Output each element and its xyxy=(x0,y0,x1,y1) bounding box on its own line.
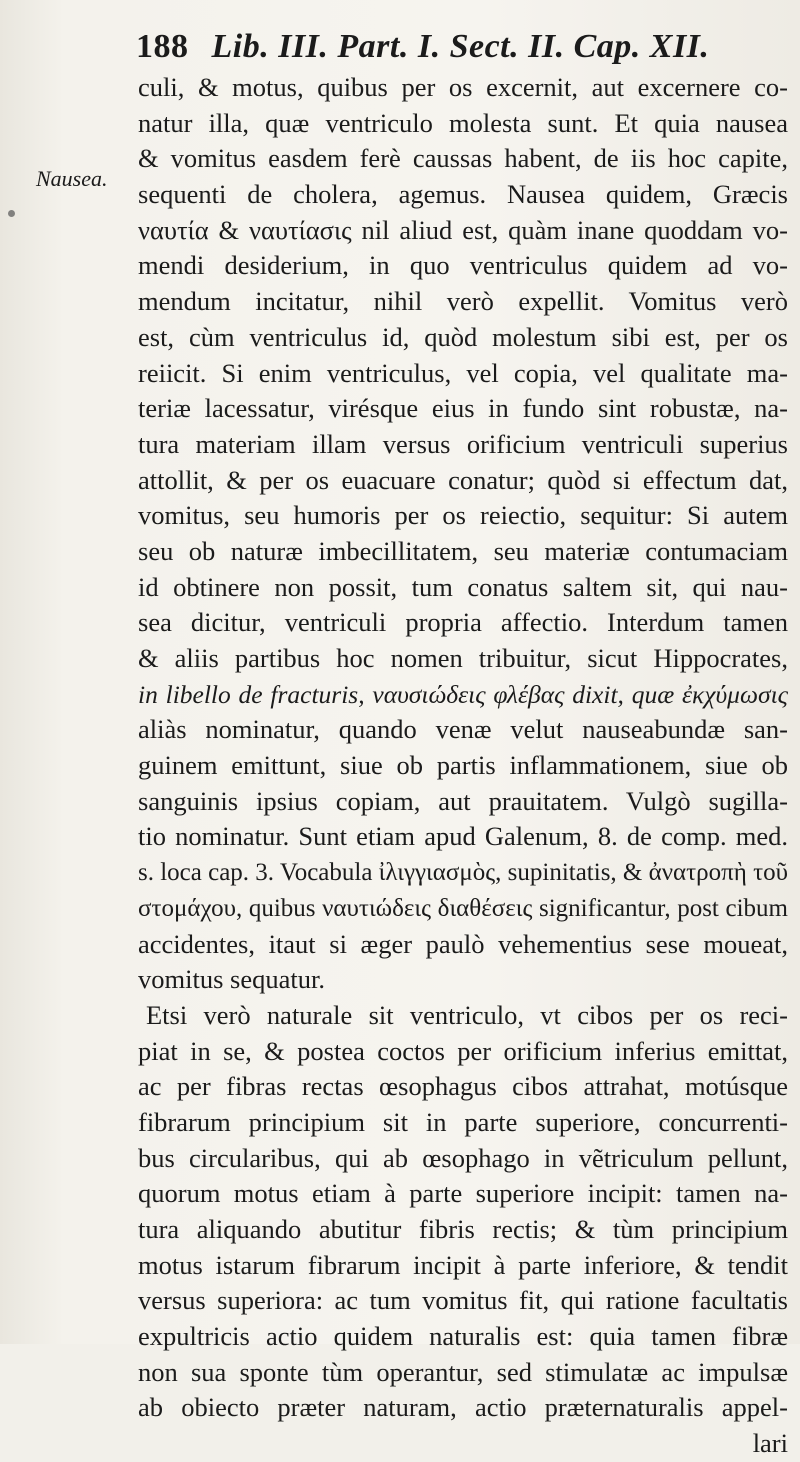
text-line: tio nominatur. Sunt etiam apud Galenum, 8. de comp. med. xyxy=(138,821,788,852)
text-line: mendum incitatur, nihil verò expellit. Vomitus verò xyxy=(138,286,788,317)
running-header xyxy=(136,28,776,72)
text-line: est, cùm ventriculus id, quòd molestum sibi est, per os xyxy=(138,321,788,352)
text-line: reiicit. Si enim ventriculus, vel copia, vel qualitate ma- xyxy=(138,357,788,388)
text-line: vomitus sequatur. xyxy=(138,964,325,995)
page-number: 188 xyxy=(136,28,189,65)
text-line: Etsi verò naturale sit ventriculo, vt cibos per os reci- xyxy=(146,999,788,1030)
text-line: bus circularibus, qui ab œsophago in vẽtriculum pellunt, xyxy=(138,1142,788,1173)
text-line: sequenti de cholera, agemus. Nausea quidem, Græcis xyxy=(138,179,788,210)
text-line: ac per fibras rectas œsophagus cibos attrahat, motúsque xyxy=(138,1071,788,1102)
text-line: s. loca cap. 3. Vocabula ἰλιγγιασμὸς, supinitatis, & ἀνατροπὴ τοῦ xyxy=(138,859,789,887)
text-line: teriæ lacessatur, virésque eius in fundo sint robustæ, na- xyxy=(138,393,788,424)
text-line: piat in se, & postea coctos per orificium inferius emittat, xyxy=(138,1035,788,1066)
text-line: in libello de fracturis, ναυσιώδεις φλέβας dixit, quæ ἐκχύμωσις xyxy=(138,679,788,709)
running-title: Lib. III. Part. I. Sect. II. Cap. XII. xyxy=(211,28,710,65)
catchword: lari xyxy=(752,1428,788,1459)
margin-note: Nausea. xyxy=(36,166,108,191)
ink-spot xyxy=(8,210,15,217)
text-line: vomitus, seu humoris per os reiectio, sequitur: Si autem xyxy=(138,500,788,531)
text-line: fibrarum principium sit in parte superiore, concurrenti- xyxy=(138,1106,788,1137)
text-line: seu ob naturæ imbecillitatem, seu materiæ contumaciam xyxy=(138,535,788,566)
text-line: culi, & motus, quibus per os excernit, aut excernere co- xyxy=(138,72,788,102)
body-text xyxy=(138,70,788,1462)
text-line: attollit, & per os euacuare conatur; quòd si effectum dat, xyxy=(138,464,788,495)
text-line: quorum motus etiam à parte superiore incipit: tamen na- xyxy=(138,1178,788,1209)
text-line: non sua sponte tùm operantur, sed stimulatæ ac impulsæ xyxy=(138,1356,788,1387)
text-line: sea dicitur, ventriculi propria affectio. Interdum tamen xyxy=(138,607,788,638)
text-line: motus istarum fibrarum incipit à parte inferiore, & tendit xyxy=(138,1249,788,1280)
text-line: accidentes, itaut si æger paulò vehementius sese moueat, xyxy=(138,928,788,959)
text-line: guinem emittunt, siue ob partis inflammationem, siue ob xyxy=(138,750,788,781)
text-line: natur illa, quæ ventriculo molesta sunt. Et quia nausea xyxy=(138,107,788,138)
text-line: & aliis partibus hoc nomen tribuitur, sicut Hippocrates, xyxy=(138,643,788,673)
text-line: id obtinere non possit, tum conatus saltem sit, qui nau- xyxy=(138,571,788,602)
text-line: expultricis actio quidem naturalis est: quia tamen fibræ xyxy=(138,1321,788,1352)
text-line: tura materiam illam versus orificium ventriculi superius xyxy=(138,428,788,459)
text-line: & vomitus easdem ferè caussas habent, de iis hoc capite, xyxy=(138,143,788,174)
text-line: versus superiora: ac tum vomitus fit, qui ratione facultatis xyxy=(138,1285,788,1316)
text-line: aliàs nominatur, quando venæ velut nauseabundæ san- xyxy=(138,714,788,745)
text-line: στομάχου, quibus ναυτιώδεις διαθέσεις significantur, post cibum xyxy=(138,894,788,922)
text-line: ab obiecto præter naturam, actio præternaturalis appel- xyxy=(138,1392,788,1423)
text-line: ναυτία & ναυτίασις nil aliud est, quàm inane quoddam vo- xyxy=(138,214,788,245)
text-line: sanguinis ipsius copiam, aut prauitatem. Vulgò sugilla- xyxy=(138,785,788,816)
text-line: tura aliquando abutitur fibris rectis; & tùm principium xyxy=(138,1214,788,1244)
text-line: mendi desiderium, in quo ventriculus quidem ad vo- xyxy=(138,250,788,281)
